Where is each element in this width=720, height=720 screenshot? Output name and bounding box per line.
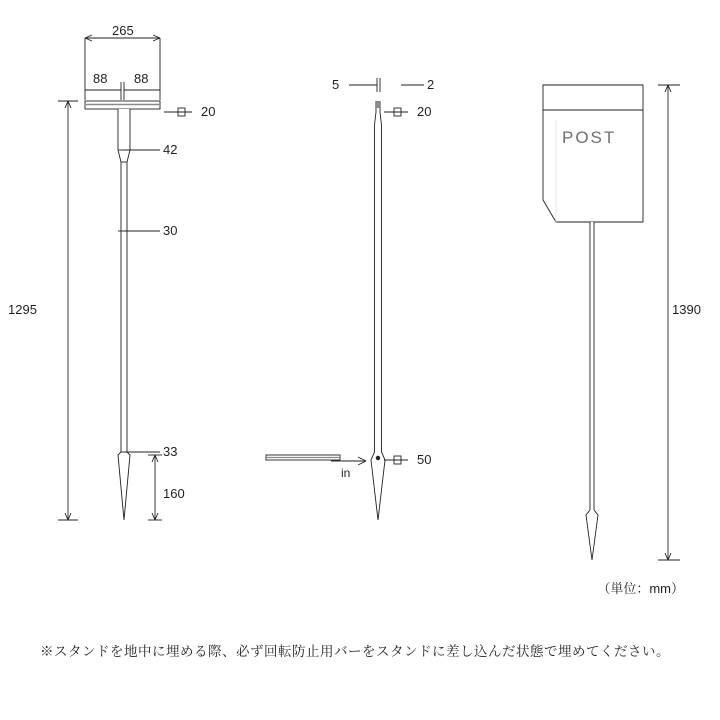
dim-total-height-1390 — [658, 85, 680, 560]
label-overall-width-265: 265 — [112, 23, 134, 38]
label-bar-hole-depth-50: 50 — [417, 452, 432, 467]
front-top-bar — [85, 101, 160, 109]
label-overall-height-1295: 1295 — [8, 302, 37, 317]
front-stand-body — [118, 109, 130, 520]
unit-note: （単位：mm） — [597, 581, 684, 596]
label-total-height-1390: 1390 — [672, 302, 701, 317]
label-top-plate-right-2: 2 — [427, 77, 435, 92]
dim-top-plate-5-2 — [349, 78, 424, 92]
assembly-mailbox — [543, 85, 643, 222]
label-insert-direction-in: in — [341, 466, 351, 480]
dim-bar-thickness-20 — [164, 108, 192, 116]
assembly-stand — [586, 222, 598, 560]
label-top-depth-20: 20 — [417, 104, 432, 119]
dim-overall-height-1295 — [58, 101, 78, 520]
label-bar-thickness-20: 20 — [201, 104, 216, 119]
anti-rotation-bar — [266, 455, 340, 460]
label-shaft-width-30: 30 — [163, 223, 178, 238]
label-tip-width-33: 33 — [163, 444, 178, 459]
dim-tip-length-160 — [148, 455, 162, 520]
label-half-width-right-88: 88 — [134, 71, 149, 86]
label-top-plate-left-5: 5 — [332, 77, 340, 92]
label-half-width-left-88: 88 — [93, 71, 108, 86]
label-tip-length-160: 160 — [163, 486, 185, 501]
label-post-engraving: POST — [562, 128, 617, 147]
dim-top-depth-20 — [384, 108, 408, 116]
label-upper-taper-42: 42 — [163, 142, 178, 157]
footnote-text: ※スタンドを地中に埋める際、必ず回転防止用バーをスタンドに差し込んだ状態で埋めてください。 — [40, 644, 670, 659]
